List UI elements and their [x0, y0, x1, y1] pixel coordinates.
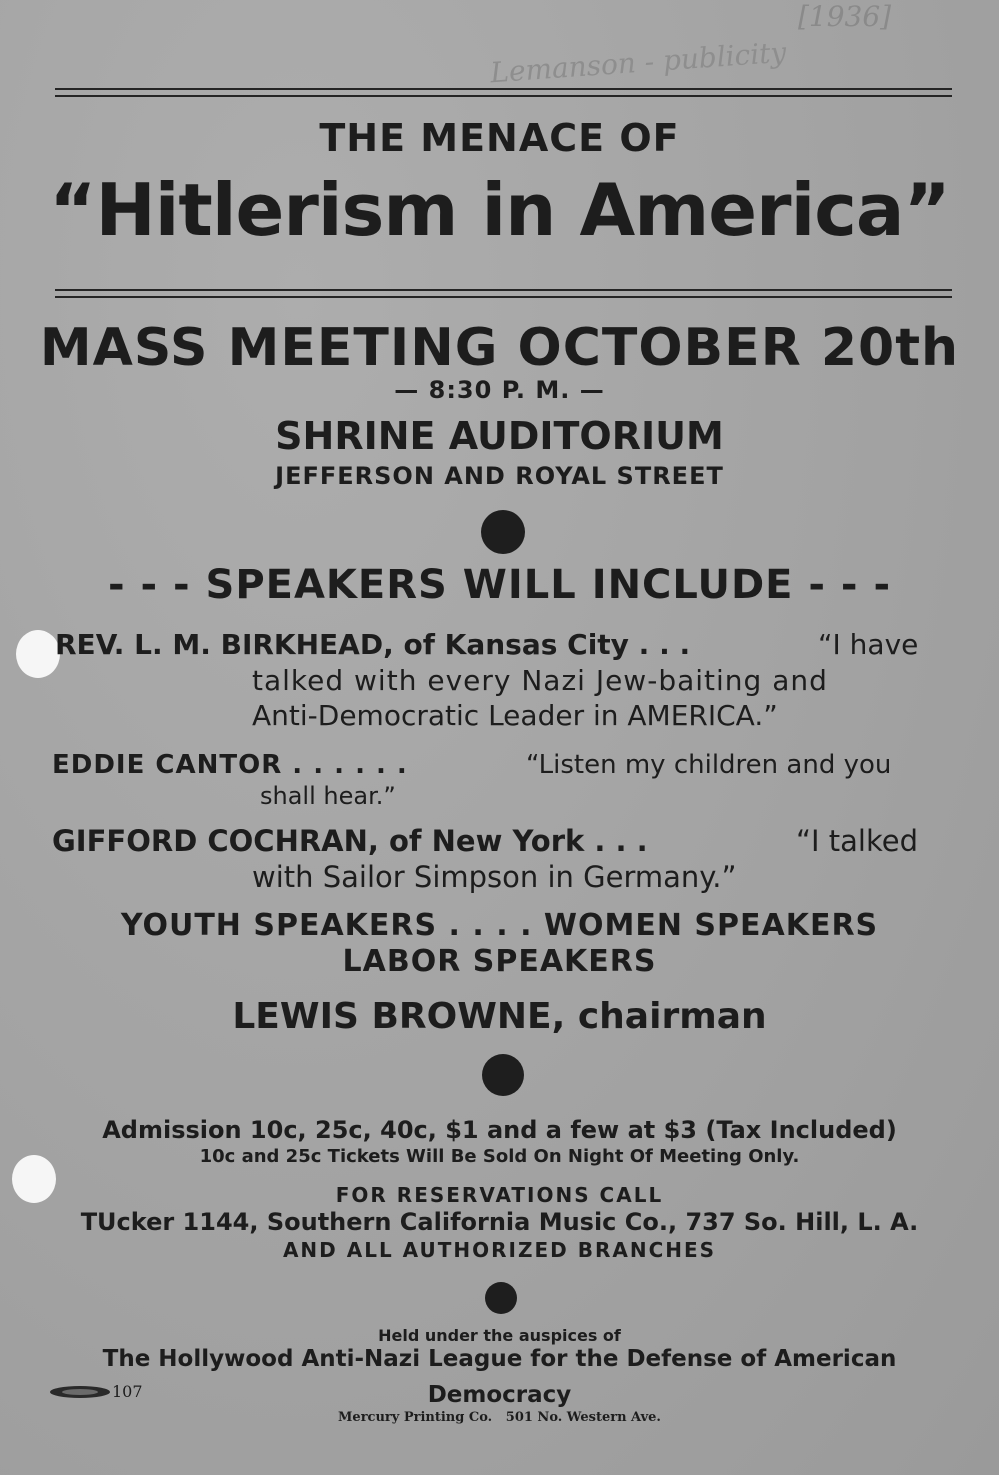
handwritten-note: Lemanson - publicity: [489, 35, 788, 90]
union-label-icon: [48, 1384, 112, 1400]
speaker-birkhead-name: REV. L. M. BIRKHEAD, of Kansas City . . .: [55, 628, 691, 661]
printer-credit: Mercury Printing Co. 501 No. Western Ave.: [338, 1410, 661, 1425]
speakers-heading: - - - SPEAKERS WILL INCLUDE - - -: [107, 562, 892, 608]
meeting-time: — 8:30 P. M. —: [394, 376, 605, 404]
meeting-headline: MASS MEETING OCTOBER 20th: [39, 318, 960, 378]
organization-line2: Democracy: [427, 1382, 572, 1408]
speaker-cantor-quote-1: “Listen my children and you: [526, 750, 892, 780]
chairman: LEWIS BROWNE, chairman: [232, 996, 767, 1037]
bullet-dot-3: [485, 1282, 517, 1314]
speaker-birkhead-quote-1: “I have: [818, 628, 919, 661]
mid-rule-1: [55, 289, 952, 291]
auspices-line: Held under the auspices of: [378, 1326, 621, 1345]
organization-line1: The Hollywood Anti-Nazi League for the Defense of American: [102, 1346, 897, 1372]
top-rule-2: [55, 95, 952, 97]
page-title: “Hitlerism in America”: [49, 168, 950, 252]
speaker-cantor-name: EDDIE CANTOR . . . . . .: [52, 750, 408, 780]
speaker-cochran-quote-2: with Sailor Simpson in Germany.”: [252, 860, 737, 894]
reservations-branches: AND ALL AUTHORIZED BRANCHES: [282, 1238, 717, 1262]
reservations-contact: TUcker 1144, Southern California Music Co., 737 So. Hill, L. A.: [80, 1208, 919, 1236]
kicker: THE MENACE OF: [319, 116, 680, 160]
speaker-cantor-quote-2: shall hear.”: [260, 782, 396, 810]
venue-address: JEFFERSON AND ROYAL STREET: [275, 462, 724, 490]
punch-hole-top: [16, 630, 60, 678]
mid-rule-2: [55, 296, 952, 298]
speaker-birkhead-quote-2: talked with every Nazi Jew-baiting and: [252, 664, 828, 697]
admission-note: 10c and 25c Tickets Will Be Sold On Night Of Meeting Only.: [199, 1146, 800, 1167]
speaker-groups-line2: LABOR SPEAKERS: [342, 944, 657, 979]
bullet-dot-1: [481, 510, 525, 554]
bullet-dot-2: [482, 1054, 524, 1096]
admission-prices: Admission 10c, 25c, 40c, $1 and a few at $3 (Tax Included): [102, 1116, 897, 1144]
top-rule-1: [55, 88, 952, 90]
union-number: 107: [112, 1382, 143, 1401]
handwritten-year: [1936]: [798, 0, 892, 33]
venue: SHRINE AUDITORIUM: [275, 414, 724, 458]
speaker-groups-line1: YOUTH SPEAKERS . . . . WOMEN SPEAKERS: [120, 908, 879, 943]
speaker-birkhead-quote-3: Anti-Democratic Leader in AMERICA.”: [252, 699, 778, 732]
reservations-heading: FOR RESERVATIONS CALL: [335, 1183, 664, 1207]
speaker-cochran-quote-1: “I talked: [796, 824, 919, 858]
speaker-cochran-name: GIFFORD COCHRAN, of New York . . .: [52, 824, 648, 858]
